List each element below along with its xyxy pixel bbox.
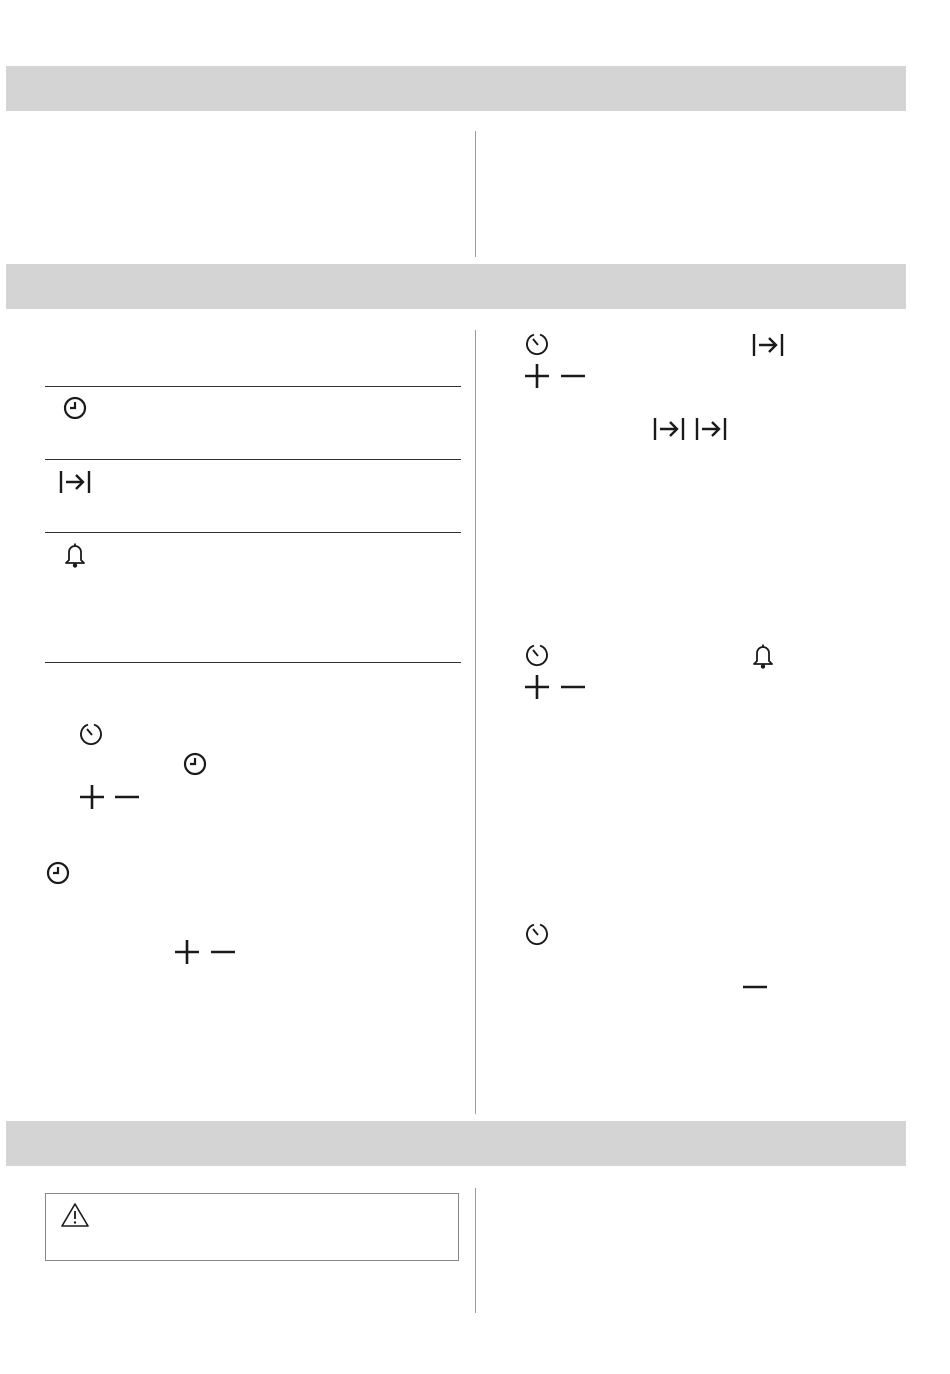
warning-box: [45, 1193, 459, 1261]
timer-icon: [525, 332, 549, 356]
end-arrow-icon: [59, 469, 91, 495]
clock-icon: [46, 861, 70, 885]
bell-icon: [64, 542, 86, 568]
minus-icon: [560, 363, 586, 389]
table-rule-top: [45, 386, 461, 387]
minus-icon: [210, 939, 236, 965]
section-header-band-1: [6, 66, 906, 111]
plus-icon: [174, 939, 200, 965]
plus-icon: [524, 674, 550, 700]
clock-icon: [63, 396, 87, 420]
table-rule-2: [45, 459, 461, 460]
plus-icon: [524, 363, 550, 389]
column-divider-3: [475, 1188, 476, 1313]
warning-triangle-icon: [60, 1202, 90, 1228]
bell-icon: [752, 643, 774, 669]
minus-icon: [560, 674, 586, 700]
end-arrow-icon: [695, 416, 727, 442]
timer-icon: [525, 922, 549, 946]
plus-icon: [79, 784, 105, 810]
timer-icon: [79, 722, 103, 746]
table-rule-bottom: [45, 662, 461, 663]
column-divider-1: [475, 131, 476, 257]
section-header-band-3: [6, 1121, 906, 1166]
end-arrow-icon: [653, 416, 685, 442]
section-header-band-2: [6, 264, 906, 309]
clock-icon: [183, 752, 207, 776]
table-rule-3: [45, 532, 461, 533]
minus-icon: [114, 784, 140, 810]
minus-icon: [742, 974, 768, 1000]
end-arrow-icon: [752, 332, 784, 358]
column-divider-2: [475, 330, 476, 1114]
timer-icon: [525, 643, 549, 667]
